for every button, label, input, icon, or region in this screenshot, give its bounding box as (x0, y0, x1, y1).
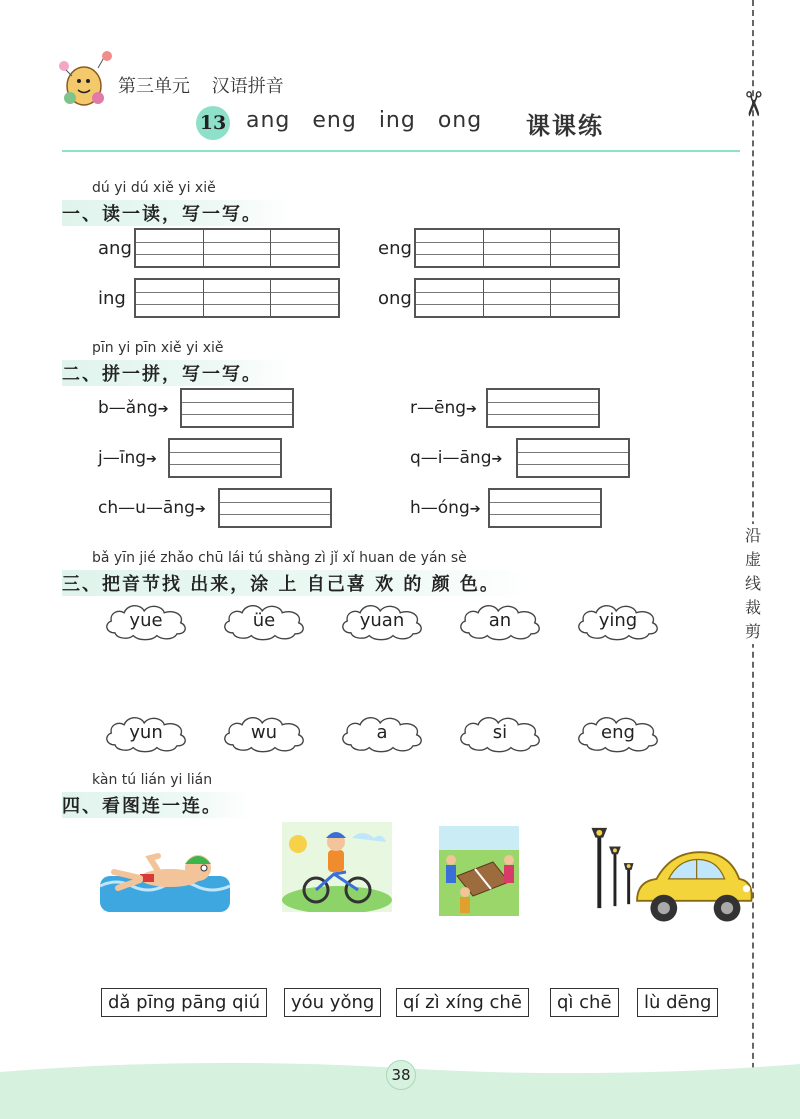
page-number: 38 (386, 1060, 416, 1090)
spelling-item (98, 498, 206, 518)
section4-title: 四、看图连一连。 (62, 792, 250, 818)
unit-header (118, 72, 300, 98)
arrow-icon: ➔ (146, 452, 157, 467)
arrow-icon: ➔ (469, 502, 481, 517)
answer-label[interactable]: lù dēng (637, 988, 718, 1017)
answer-label[interactable]: qì chē (550, 988, 619, 1017)
spelling-text: b—ǎng (98, 398, 158, 418)
arrow-icon: ➔ (194, 502, 206, 517)
section3-pinyin: bǎ yīn jié zhǎo chū lái tú shàng zì jǐ xǐ huan de yán sè (92, 550, 467, 566)
cloud-text: üe (252, 610, 276, 631)
subject-name: 汉语拼音 (211, 76, 284, 97)
cut-hint-char: 虚 (744, 550, 761, 569)
syllable-cloud[interactable] (334, 600, 430, 646)
answer-grid[interactable] (488, 488, 602, 528)
section3-title: 三、把音节找 出来，涂 上 自己喜 欢 的 颜 色。 (62, 570, 528, 596)
syllable-cloud[interactable] (570, 712, 666, 758)
cut-hint-char: 线 (744, 574, 761, 593)
answer-label[interactable]: dǎ pīng pāng qiú (101, 988, 267, 1017)
writing-grid[interactable] (414, 278, 620, 318)
section2-title: 二、拼一拼，写一写。 (62, 360, 290, 386)
answer-label[interactable]: qí zì xíng chē (396, 988, 529, 1017)
spelling-item (410, 498, 481, 518)
cut-hint-char: 裁 (744, 598, 761, 617)
spelling-text: q—i—āng (410, 448, 492, 468)
syllable-cloud[interactable] (570, 600, 666, 646)
grid-label: ing (98, 288, 126, 309)
spelling-item (410, 398, 477, 418)
spelling-text: h—óng (410, 498, 470, 518)
grid-label: ong (378, 288, 412, 309)
syllable-cloud[interactable] (98, 712, 194, 758)
cloud-text: a (376, 722, 388, 743)
cloud-text: si (492, 722, 508, 743)
writing-grid[interactable] (134, 228, 340, 268)
unit-name: 第三单元 (118, 76, 190, 97)
spelling-item (98, 398, 169, 418)
writing-grid[interactable] (414, 228, 620, 268)
section1-pinyin: dú yi dú xiě yi xiě (92, 180, 216, 196)
section1-title: 一、读一读，写一写。 (62, 200, 290, 226)
answer-grid[interactable] (218, 488, 332, 528)
scissors-icon: ✂ (732, 89, 773, 119)
answer-grid[interactable] (486, 388, 600, 428)
lesson-number: 13 (196, 106, 230, 140)
syllable-cloud[interactable] (216, 712, 312, 758)
answer-grid[interactable] (516, 438, 630, 478)
lesson-type: 课课练 (526, 112, 604, 140)
spelling-text: r—ēng (410, 398, 467, 418)
bicycle-picture[interactable] (272, 822, 402, 912)
cloud-text: yuan (359, 610, 405, 631)
spelling-item (410, 448, 502, 468)
answer-grid[interactable] (180, 388, 294, 428)
spelling-text: j—īng (98, 448, 147, 468)
cloud-text: ying (598, 610, 638, 631)
cut-hint-char: 剪 (744, 622, 761, 641)
answer-label[interactable]: yóu yǒng (284, 988, 381, 1017)
swimming-picture[interactable] (100, 828, 230, 918)
answer-grid[interactable] (168, 438, 282, 478)
syllable-cloud[interactable] (334, 712, 430, 758)
arrow-icon: ➔ (491, 452, 503, 467)
lesson-title: ang eng ing ong (246, 108, 483, 133)
header-divider (62, 150, 740, 152)
section4-pinyin: kàn tú lián yi lián (92, 772, 213, 788)
grid-label: eng (378, 238, 412, 259)
grid-label: ang (98, 238, 132, 259)
syllable-cloud[interactable] (216, 600, 312, 646)
arrow-icon: ➔ (157, 402, 169, 417)
writing-grid[interactable] (134, 278, 340, 318)
cloud-text: yun (129, 722, 163, 743)
cloud-text: yue (129, 610, 163, 631)
mascot-icon (54, 50, 116, 110)
cloud-text: wu (250, 722, 278, 743)
syllable-cloud[interactable] (452, 712, 548, 758)
cloud-text: eng (601, 722, 635, 743)
ping-pong-picture[interactable] (414, 826, 544, 916)
syllable-cloud[interactable] (98, 600, 194, 646)
cloud-text: an (488, 610, 512, 631)
cut-hint (742, 524, 764, 644)
syllable-cloud[interactable] (452, 600, 548, 646)
car-picture[interactable] (628, 840, 758, 930)
cut-hint-char: 沿 (744, 526, 761, 545)
spelling-item (98, 448, 157, 468)
spelling-text: ch—u—āng (98, 498, 195, 518)
section2-pinyin: pīn yi pīn xiě yi xiě (92, 340, 224, 356)
arrow-icon: ➔ (466, 402, 477, 417)
